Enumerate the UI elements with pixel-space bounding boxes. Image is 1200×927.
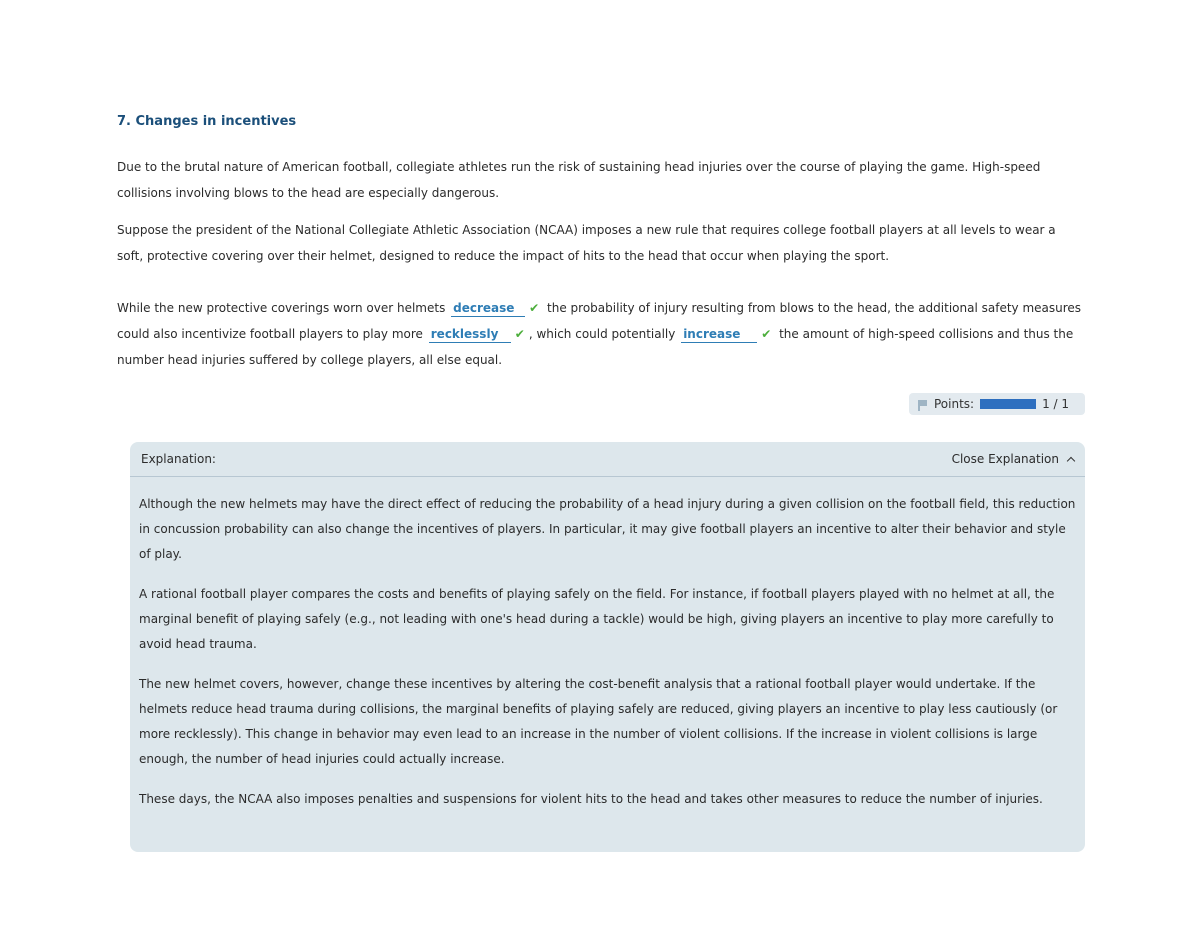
points-badge xyxy=(909,393,1085,415)
check-icon: ✔ xyxy=(514,327,525,341)
points-label: Points: xyxy=(934,397,975,411)
points-score: 1 / 1 xyxy=(1042,397,1070,411)
answer-dropdown-1[interactable]: decrease xyxy=(451,301,525,317)
check-icon: ✔ xyxy=(529,301,540,315)
points-progress-fill xyxy=(980,399,1036,409)
explanation-header xyxy=(130,442,1085,477)
intro-paragraph: Due to the brutal nature of American football, collegiate athletes run the risk of sustaining head injuries over the course of playing the game. High-speed collisions involving blows to the head are especially dangerous. xyxy=(117,160,1041,200)
fill-text-4: the amount of high-speed collisions and thus the number head injuries suffered by college players, all else equal. xyxy=(117,327,1074,367)
explanation-panel xyxy=(130,442,1085,852)
chevron-up-icon xyxy=(1067,456,1075,464)
fill-in-paragraph xyxy=(117,295,1082,373)
question-title: 7. Changes in incentives xyxy=(117,114,297,129)
fill-text-3: , which could potentially xyxy=(528,327,676,341)
close-explanation-button[interactable] xyxy=(952,452,1074,466)
answer-dropdown-2[interactable]: recklessly xyxy=(429,327,511,343)
explanation-paragraph: The new helmet covers, however, change these incentives by altering the cost-benefit analysis that a rational football player would undertake. If the helmets reduce head trauma during collisions, the marginal benefits of playing safely are reduced, giving players an incentive to play less cautiously (or more recklessly). This change in behavior may even lead to an increase in the number of violent collisions. If the increase in violent collisions is large enough, the number of head injuries could actually increase. xyxy=(139,677,1058,766)
fill-text-1: While the new protective coverings worn over helmets xyxy=(117,301,446,315)
explanation-paragraph: These days, the NCAA also imposes penalties and suspensions for violent hits to the head and takes other measures to reduce the number of injuries. xyxy=(139,792,1043,806)
flag-icon xyxy=(917,399,928,410)
explanation-paragraph: A rational football player compares the costs and benefits of playing safely on the field. For instance, if football players played with no helmet at all, the marginal benefit of playing safely (e.g., not leading with one's head during a tackle) would be high, giving players an incentive to play more carefully to avoid head trauma. xyxy=(139,587,1055,651)
explanation-paragraph: Although the new helmets may have the direct effect of reducing the probability of a head injury during a given collision on the football field, this reduction in concussion probability can also change the incentives of players. In particular, it may give football players an incentive to alter their behavior and style of play. xyxy=(139,497,1076,561)
answer-dropdown-3[interactable]: increase xyxy=(681,327,757,343)
scenario-paragraph: Suppose the president of the National Collegiate Athletic Association (NCAA) imposes a new rule that requires college football players at all levels to wear a soft, protective covering over their helmet, designed to reduce the impact of hits to the head that occur when playing the sport. xyxy=(117,223,1056,263)
points-progress-bar xyxy=(980,399,1036,409)
close-explanation-label: Close Explanation xyxy=(951,452,1059,466)
check-icon: ✔ xyxy=(761,327,772,341)
explanation-heading: Explanation: xyxy=(141,452,216,466)
fill-text-2: the probability of injury resulting from blows to the head, the additional safety measures could also incentivize football players to play more xyxy=(117,301,1082,341)
